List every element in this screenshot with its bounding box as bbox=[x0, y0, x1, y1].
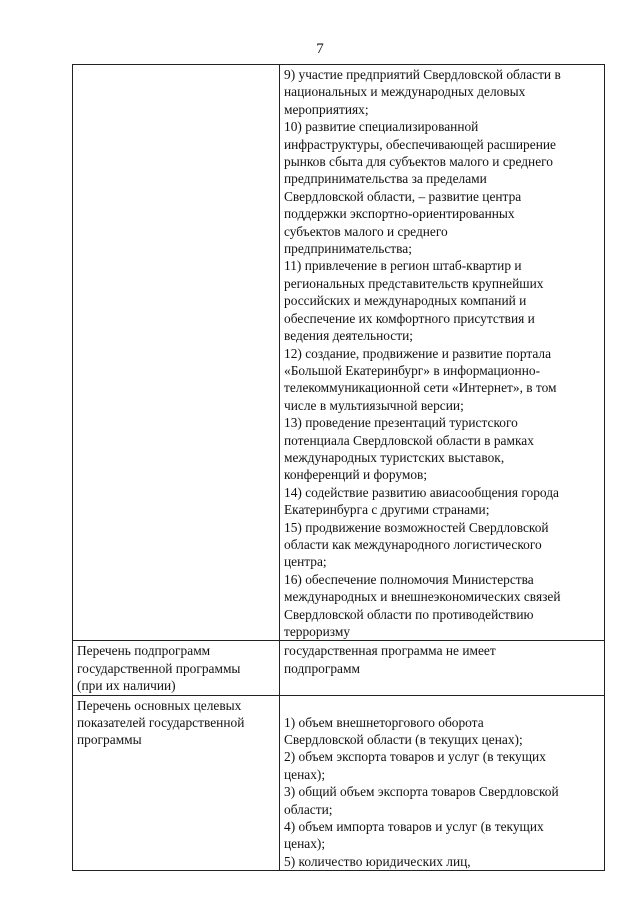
text-line: области; bbox=[284, 801, 333, 817]
program-passport-table bbox=[72, 64, 605, 871]
text-line: мероприятиях; bbox=[284, 101, 369, 117]
text-line: обеспечение их комфортного присутствия и bbox=[284, 310, 535, 326]
text-line: Перечень подпрограмм bbox=[77, 643, 211, 659]
text-line: ценах); bbox=[284, 766, 326, 782]
text-line: государственная программа не имеет bbox=[284, 643, 496, 659]
text-line: 4) объем импорта товаров и услуг (в текущих bbox=[284, 819, 544, 835]
text-line: центра; bbox=[284, 554, 327, 570]
text-line: 13) проведение презентаций туристского bbox=[284, 415, 518, 431]
text-line: национальных и международных деловых bbox=[284, 84, 526, 100]
text-line: государственной программы bbox=[77, 660, 241, 676]
text-line: числе в мультиязычной версии; bbox=[284, 397, 464, 413]
text-line: ведения деятельности; bbox=[284, 328, 413, 344]
text-line: 15) продвижение возможностей Свердловской bbox=[284, 519, 549, 535]
text-line: 16) обеспечение полномочия Министерства bbox=[284, 571, 534, 587]
table-row bbox=[73, 65, 605, 641]
text-line: инфраструктуры, обеспечивающей расширение bbox=[284, 136, 556, 152]
page-number: 7 bbox=[316, 41, 324, 57]
text-line: Свердловской области (в текущих ценах); bbox=[284, 732, 523, 748]
text-line: Свердловской области, – развитие центра bbox=[284, 188, 522, 204]
text-line: области как международного логистического bbox=[284, 536, 542, 552]
table-row bbox=[73, 641, 605, 695]
text-line: поддержки экспортно-ориентированных bbox=[284, 206, 515, 222]
text-line: показателей государственной bbox=[77, 715, 245, 731]
target-indicators-list bbox=[284, 714, 601, 871]
text-line: международных и внешнеэкономических связей bbox=[284, 589, 561, 605]
target-indicators-label-cell bbox=[73, 695, 280, 871]
table-row bbox=[73, 695, 605, 871]
text-line: телекоммуникационной сети «Интернет», в том bbox=[284, 380, 557, 396]
text-line: ценах); bbox=[284, 836, 326, 852]
text-line: субъектов малого и среднего bbox=[284, 223, 448, 239]
text-line: Свердловской области по противодействию bbox=[284, 606, 534, 622]
text-line: потенциала Свердловской области в рамках bbox=[284, 432, 534, 448]
text-line: программы bbox=[77, 732, 142, 748]
text-line: 1) объем внешнеторгового оборота bbox=[284, 714, 484, 730]
text-line: российских и международных компаний и bbox=[284, 293, 527, 309]
text-line: региональных представительств крупнейших bbox=[284, 275, 544, 291]
text-line: 3) общий объем экспорта товаров Свердловской bbox=[284, 784, 559, 800]
row1-left-cell bbox=[73, 65, 280, 641]
text-line: (при их наличии) bbox=[77, 678, 176, 694]
text-line: рынков сбыта для субъектов малого и среднего bbox=[284, 154, 553, 170]
text-line: конференций и форумов; bbox=[284, 467, 428, 483]
target-indicators-value-cell bbox=[280, 695, 605, 871]
text-line: 9) участие предприятий Свердловской области в bbox=[284, 67, 561, 82]
subprograms-label-cell bbox=[73, 641, 280, 695]
row1-right-cell bbox=[280, 65, 605, 641]
text-line: Екатеринбурга с другими странами; bbox=[284, 502, 490, 518]
text-line: предпринимательства за пределами bbox=[284, 171, 487, 187]
text-line: 14) содействие развитию авиасообщения города bbox=[284, 484, 559, 500]
text-line: 12) создание, продвижение и развитие портала bbox=[284, 345, 552, 361]
text-line: 11) привлечение в регион штаб-квартир и bbox=[284, 258, 522, 274]
text-line: 10) развитие специализированной bbox=[284, 119, 479, 135]
text-line: 2) объем экспорта товаров и услуг (в текущих bbox=[284, 749, 546, 765]
text-line: подпрограмм bbox=[284, 660, 360, 676]
text-line: терроризму bbox=[284, 624, 351, 639]
text-line: Перечень основных целевых bbox=[77, 697, 242, 713]
text-line: предпринимательства; bbox=[284, 241, 412, 257]
cell-top-spacing bbox=[284, 697, 601, 714]
text-line: 5) количество юридических лиц, bbox=[284, 853, 471, 869]
subprograms-value-cell bbox=[280, 641, 605, 695]
text-line: «Большой Екатеринбург» в информационно- bbox=[284, 362, 541, 378]
text-line: международных туристских выставок, bbox=[284, 449, 505, 465]
